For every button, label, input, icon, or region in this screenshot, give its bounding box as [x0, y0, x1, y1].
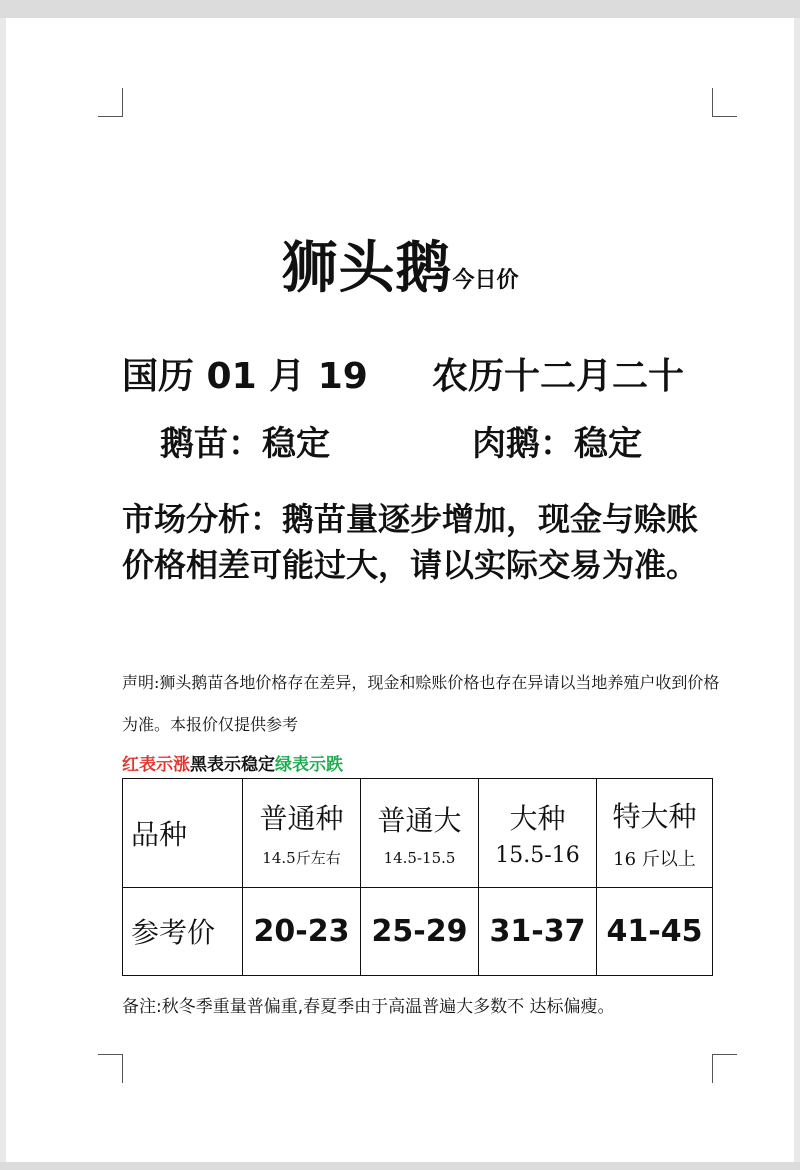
document-page	[6, 18, 794, 1162]
variety-name: 大种	[509, 802, 566, 836]
variety-weight: 14.5-15.5	[383, 848, 456, 867]
legend-down: 绿表示跌	[275, 755, 343, 775]
price-table	[122, 778, 713, 976]
color-legend	[122, 750, 343, 775]
price-value: 31-37	[479, 887, 597, 975]
title-main: 狮头鹅	[281, 236, 453, 301]
crop-mark-top-left	[98, 88, 123, 117]
bottom-border	[0, 1162, 800, 1170]
price-value: 20-23	[243, 887, 361, 975]
lunar-date: 农历十二月二十	[432, 356, 685, 397]
legend-stable: 黑表示稳定	[190, 755, 275, 775]
table-cell	[243, 779, 361, 888]
market-analysis: 市场分析：鹅苗量逐步增加，现金与赊账价格相差可能过大，请以实际交易为准。	[122, 500, 699, 584]
table-cell	[361, 779, 479, 888]
table-cell	[479, 779, 597, 888]
variety-weight: 14.5斤左右	[262, 849, 341, 868]
disclaimer: 声明:狮头鹅苗各地价格存在差异，现金和赊账价格也存在异请以当地养殖户收到价格为准。本报价仅提供参考	[122, 673, 720, 734]
variety-name: 特大种	[612, 799, 697, 833]
table-row-prices	[123, 887, 713, 975]
title-sub: 今日价	[452, 268, 519, 293]
gregorian-date: 国历 01 月 19	[122, 356, 368, 397]
variety-weight: 15.5-16	[495, 843, 580, 869]
footnote: 备注:秋冬季重量普偏重,春夏季由于高温普遍大多数不 达标偏瘦。	[122, 997, 615, 1017]
variety-name: 普通种	[259, 802, 344, 836]
price-value: 41-45	[597, 887, 713, 975]
price-label: 参考价	[123, 887, 243, 975]
crop-mark-top-right	[712, 88, 737, 117]
table-row-varieties	[123, 779, 713, 888]
page-title	[6, 224, 794, 304]
crop-mark-bottom-left	[98, 1054, 123, 1083]
legend-up: 红表示涨	[122, 755, 190, 775]
table-cell	[597, 779, 713, 888]
variety-weight: 16 斤以上	[613, 848, 696, 870]
gosling-status: 鹅苗：稳定	[160, 424, 330, 464]
price-value: 25-29	[361, 887, 479, 975]
variety-label: 品种	[123, 779, 243, 888]
crop-mark-bottom-right	[712, 1054, 737, 1083]
variety-name: 普通大	[377, 803, 462, 837]
meat-goose-status: 肉鹅：稳定	[472, 424, 642, 464]
top-border	[0, 0, 800, 18]
